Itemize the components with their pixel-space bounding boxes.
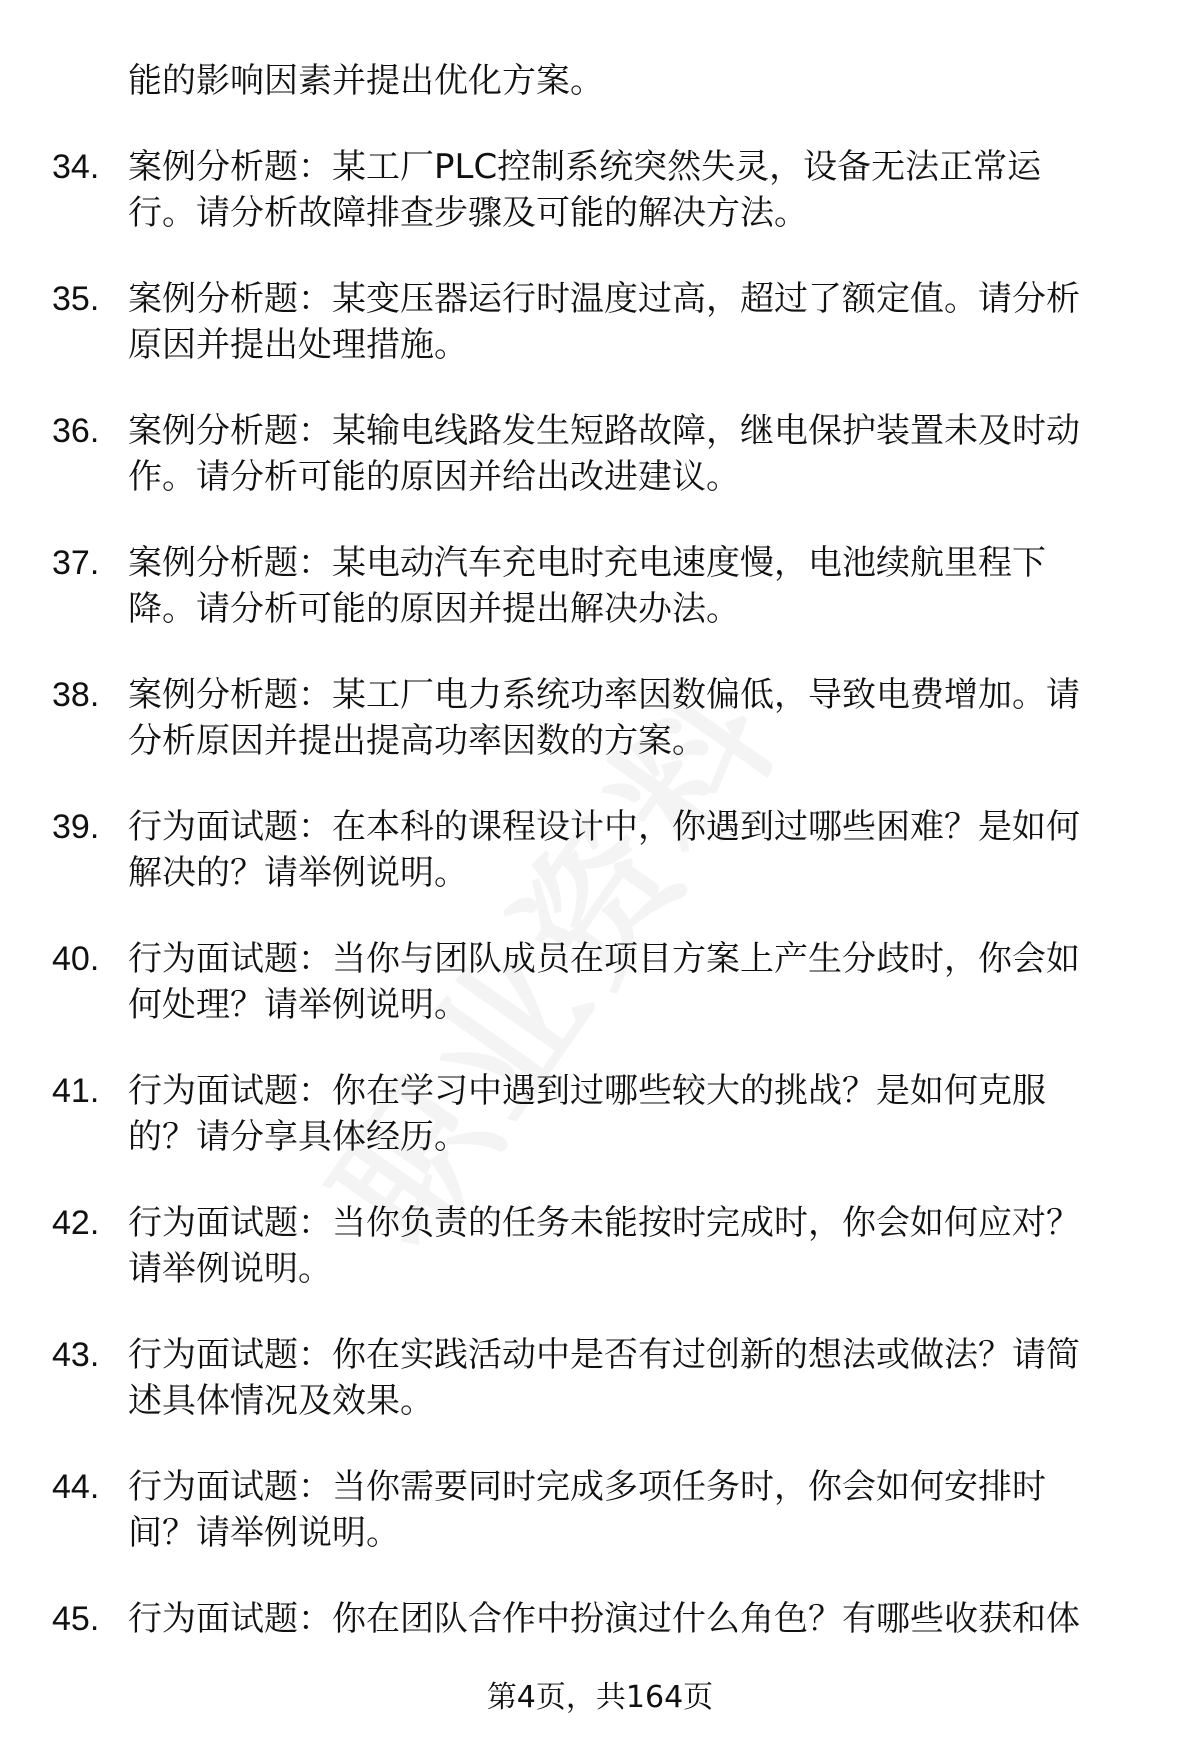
- question-number: 36.: [52, 412, 100, 450]
- question-number: 35.: [52, 280, 100, 318]
- question-text: [128, 144, 1138, 236]
- question-text: [128, 672, 1138, 764]
- question-text-line: 案例分析题：某电动汽车充电时充电速度慢，电池续航里程下: [128, 543, 1046, 583]
- question-text-line: 案例分析题：某变压器运行时温度过高，超过了额定值。请分析: [128, 279, 1080, 319]
- question-text-line: 案例分析题：某输电线路发生短路故障，继电保护装置未及时动: [128, 411, 1080, 451]
- question-text-line: 行为面试题：在本科的课程设计中，你遇到过哪些困难？是如何: [128, 807, 1080, 847]
- question-list: [0, 128, 1200, 1712]
- question-text: [128, 1068, 1138, 1160]
- question-text: [128, 804, 1138, 896]
- question-number: 37.: [52, 544, 100, 582]
- question-text-line: 行。请分析故障排查步骤及可能的解决方法。: [128, 193, 808, 233]
- question-number: 42.: [52, 1204, 100, 1242]
- question-item: [0, 1448, 1200, 1580]
- question-item: [0, 1184, 1200, 1316]
- question-number: 39.: [52, 808, 100, 846]
- question-text-line: 述具体情况及效果。: [128, 1381, 434, 1421]
- question-item: [0, 1316, 1200, 1448]
- question-text-line: 分析原因并提出提高功率因数的方案。: [128, 721, 706, 761]
- page-footer: 第4页，共164页: [486, 1680, 714, 1715]
- question-number: 38.: [52, 676, 100, 714]
- question-item: [0, 1052, 1200, 1184]
- question-text: [128, 1200, 1138, 1292]
- question-text-line: 行为面试题：你在实践活动中是否有过创新的想法或做法？请简: [128, 1335, 1080, 1375]
- question-text: [128, 276, 1138, 368]
- question-text: [128, 1464, 1138, 1556]
- question-text-line: 降。请分析可能的原因并提出解决办法。: [128, 589, 740, 629]
- question-text-line: 行为面试题：你在学习中遇到过哪些较大的挑战？是如何克服: [128, 1071, 1046, 1111]
- question-item: [0, 524, 1200, 656]
- question-text-line: 行为面试题：你在团队合作中扮演过什么角色？有哪些收获和体: [128, 1599, 1080, 1639]
- question-text-line: 的？请分享具体经历。: [128, 1117, 468, 1157]
- question-text-line: 请举例说明。: [128, 1249, 332, 1289]
- question-text: [128, 1596, 1138, 1642]
- question-text-line: 案例分析题：某工厂电力系统功率因数偏低，导致电费增加。请: [128, 675, 1080, 715]
- question-text-line: 行为面试题：当你负责的任务未能按时完成时，你会如何应对？: [128, 1203, 1080, 1243]
- continued-line: 能的影响因素并提出优化方案。: [128, 61, 604, 101]
- question-text-line: 何处理？请举例说明。: [128, 985, 468, 1025]
- question-text: [128, 936, 1138, 1028]
- question-text-line: 作。请分析可能的原因并给出改进建议。: [128, 457, 740, 497]
- question-text-line: 间？请举例说明。: [128, 1513, 400, 1553]
- question-item: [0, 392, 1200, 524]
- question-item: [0, 128, 1200, 260]
- question-text-line: 原因并提出处理措施。: [128, 325, 468, 365]
- question-text-line: 行为面试题：当你与团队成员在项目方案上产生分歧时，你会如: [128, 939, 1080, 979]
- question-item: [0, 920, 1200, 1052]
- question-item: [0, 788, 1200, 920]
- question-number: 45.: [52, 1600, 100, 1638]
- question-text-line: 行为面试题：当你需要同时完成多项任务时，你会如何安排时: [128, 1467, 1046, 1507]
- question-number: 41.: [52, 1072, 100, 1110]
- question-text-line: 案例分析题：某工厂PLC控制系统突然失灵，设备无法正常运: [128, 147, 1042, 187]
- question-text: [128, 408, 1138, 500]
- question-number: 34.: [52, 148, 100, 186]
- question-number: 44.: [52, 1468, 100, 1506]
- question-item: [0, 656, 1200, 788]
- question-item: [0, 260, 1200, 392]
- question-number: 40.: [52, 940, 100, 978]
- question-text: [128, 540, 1138, 632]
- question-text: [128, 1332, 1138, 1424]
- question-number: 43.: [52, 1336, 100, 1374]
- question-text-line: 解决的？请举例说明。: [128, 853, 468, 893]
